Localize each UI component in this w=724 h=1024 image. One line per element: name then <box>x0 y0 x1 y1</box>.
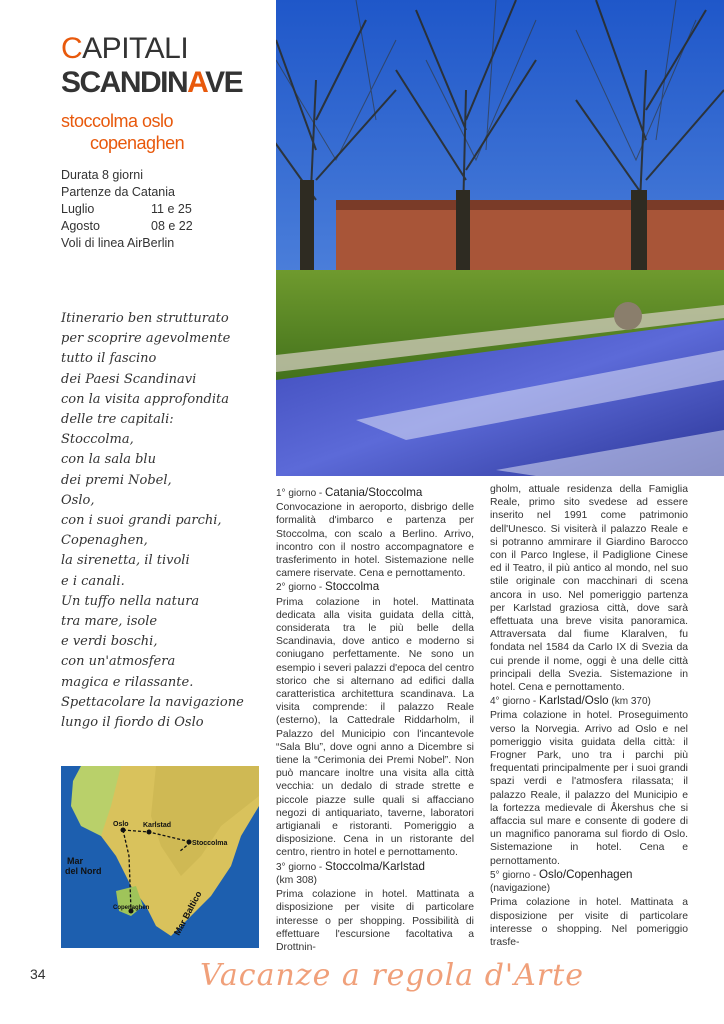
day-number: 2° giorno - <box>276 582 326 594</box>
cities-subtitle <box>61 110 184 154</box>
day-heading <box>276 580 474 594</box>
map-label-karlstad: Karlstad <box>143 822 172 829</box>
departure-dates: 11 e 25 <box>151 202 192 216</box>
day-description: Convocazione in aeroporto, disbrigo delle formalità d'imbarco e partenza per Stoccolma, con scalo a Berlino. Arrivo, incontro con il nostro accompagnatore e trasferimento in hotel. Sistemazione nelle camere riservate. Cena e pernottamento. <box>276 502 474 580</box>
intro-line: e i canali. <box>61 573 125 589</box>
day-destination: Oslo/Copenhagen <box>539 867 633 881</box>
intro-line: con la visita approfondita <box>61 391 229 407</box>
intro-line: Itinerario ben strutturato <box>61 311 229 326</box>
footer-slogan: Vacanze a regola d'Arte <box>200 958 584 993</box>
day-1 <box>276 486 474 580</box>
day-description: Prima colazione in hotel. Proseguimento verso la Norvegia. Arrivo ad Oslo e nel pomeriggio visita guidata della città: il Frogner Park, uno tra i parchi più frequentati principalmente per i suoi grandi spazi verdi e l'atmosfera rilassata; il palazzo Reale, il palazzo del Municipio e la fortezza medievale di Åkershus che si affaccia sul mare e consente di godere di un magnifico panorama sul fiordo di Oslo. Sistemazione in hotel. Cena e pernottamento. <box>490 710 688 867</box>
departures: Partenze da Catania <box>61 185 175 199</box>
day-description-continued: gholm, attuale residenza della Famiglia Reale, primo sito svedese ad essere inserito nel 1991 come patrimonio dell'Unesco. Si visiterà il palazzo Reale e si potranno ammirare il Giardino Barocco con il Parco Inglese, il Padiglione Cinese ed il Teatro, il più antico al mondo, nel suo stile originale con macchinari di scena ancora in uso. Nel pomeriggio partenza per Karlstad graziosa città, dove sarà effettuata una breve visita panoramica. Attraversata dal fiume Klaralven, fu fondata nel 1584 da Carlo IX di Svezia da cui prende il nome, oggi è una delle città principali della Svezia. Sistemazione in hotel. Cena e pernottamento. <box>490 484 688 694</box>
day-number: 4° giorno - <box>490 696 540 708</box>
intro-line: Un tuffo nella natura <box>61 593 200 609</box>
intro-line: magica e rilassante. <box>61 674 194 690</box>
day-note: (navigazione) <box>490 883 551 895</box>
day-4 <box>490 694 688 868</box>
day-number: 3° giorno - <box>276 861 326 873</box>
day-description: Prima colazione in hotel. Mattinata a disposizione per visite di particolare interesse o shopping. Nel pomeriggio trasfe- <box>490 897 688 948</box>
page-number: 34 <box>30 966 46 982</box>
park-photo <box>276 0 724 476</box>
map-label-mar-del-nord: Mar <box>67 856 84 866</box>
day-description: Prima colazione in hotel. Mattinata a disposizione per visite di particolare interesse o per shopping. Possibilità di effettuare l'escursione facoltativa a Drottnin- <box>276 889 474 953</box>
day-destination: Stoccolma/Karlstad <box>325 859 425 873</box>
intro-line: con un'atmosfera <box>61 654 176 670</box>
itinerary-column-1 <box>276 486 474 954</box>
intro-line: dei Paesi Scandinavi <box>61 371 197 387</box>
intro-line: tutto il fascino <box>61 351 157 367</box>
day-description: Prima colazione in hotel. Mattinata dedicata alla visita guidata della città, considerata tra le più belle della Scandinavia, dove antico e moderno si coniugano perfettamente. Ne sono un esempio i severi palazzi d'epoca del centro storico che si alternano ad edifici dalla caratteristica architettura scandinava. La visita comprende: il palazzo Reale (esterno), la Cattedrale Riddarholm, il Palazzo del Municipio con l'incantevole “Sala Blu”, dove ogni anno a Dicembre si tiene la “Cerimonia dei Premi Nobel”. Non può mancare inoltre una visita alla città vecchia: un dedalo di strade strette e piccole piazze sulle quali si affacciano negozi di antiquariato, taverne, laboratori artigianali e ristoranti. Pomeriggio a disposizione. Cena in un ristorante del centro, rientro in hotel e pernottamento. <box>276 596 474 859</box>
title-line2-b: VE <box>205 66 243 99</box>
page-title <box>61 32 276 100</box>
map-label-copenaghen: Copenaghen <box>113 905 150 911</box>
map-label-mar-baltico: Mar Baltico <box>171 889 204 937</box>
intro-line: lungo il fiordo di Oslo <box>61 715 204 731</box>
intro-line: tra mare, isole <box>61 614 158 630</box>
cities-line2: copenaghen <box>90 133 185 153</box>
departure-row <box>61 201 193 218</box>
intro-line: Copenaghen, <box>61 533 148 549</box>
day-heading <box>276 486 474 500</box>
intro-line: per scoprire agevolmente <box>61 331 231 347</box>
intro-line: Spettacolare la navigazione <box>61 694 244 710</box>
intro-line: Oslo, <box>61 492 95 508</box>
day-heading <box>276 860 474 874</box>
day-destination: Stoccolma <box>325 580 380 594</box>
map-label-mar-del-nord: del Nord <box>65 866 102 876</box>
departure-row <box>61 218 193 235</box>
intro-line: con la sala blu <box>61 452 156 468</box>
departure-dates: 08 e 22 <box>151 219 193 233</box>
day-distance: (km 308) <box>276 874 317 886</box>
day-3 <box>276 860 474 954</box>
day-heading <box>490 868 688 882</box>
intro-line: e verdi boschi, <box>61 634 158 650</box>
map-label-oslo: Oslo <box>113 821 129 828</box>
intro-line: la sirenetta, il tivoli <box>61 553 190 569</box>
map-label-stoccolma: Stoccolma <box>192 840 228 847</box>
day-distance: (km 370) <box>608 696 651 708</box>
departure-month: Agosto <box>61 219 100 233</box>
intro-line: delle tre capitali: <box>61 412 174 428</box>
trip-info <box>61 167 193 252</box>
day-number: 5° giorno - <box>490 869 540 881</box>
day-number: 1° giorno - <box>276 488 326 499</box>
intro-line: dei premi Nobel, <box>61 472 172 488</box>
title-line2-a: SCANDIN <box>61 66 188 99</box>
title-line1: APITALI <box>82 32 189 65</box>
title-line2-accent: A <box>187 66 206 99</box>
title-initial: C <box>61 32 83 65</box>
day-heading <box>490 694 688 708</box>
day-2 <box>276 580 474 859</box>
day-destination: Karlstad/Oslo <box>539 694 609 708</box>
itinerary-intro <box>61 309 244 733</box>
itinerary-column-2 <box>490 483 688 949</box>
day-5 <box>490 868 688 949</box>
route-map <box>61 766 259 948</box>
departure-month: Luglio <box>61 202 95 216</box>
intro-line: Stoccolma, <box>61 432 134 448</box>
day-destination: Catania/Stoccolma <box>325 486 423 499</box>
intro-line: con i suoi grandi parchi, <box>61 513 222 529</box>
flights: Voli di linea AirBerlin <box>61 236 175 250</box>
cities-line1: stoccolma oslo <box>61 111 174 131</box>
duration: Durata 8 giorni <box>61 168 143 182</box>
